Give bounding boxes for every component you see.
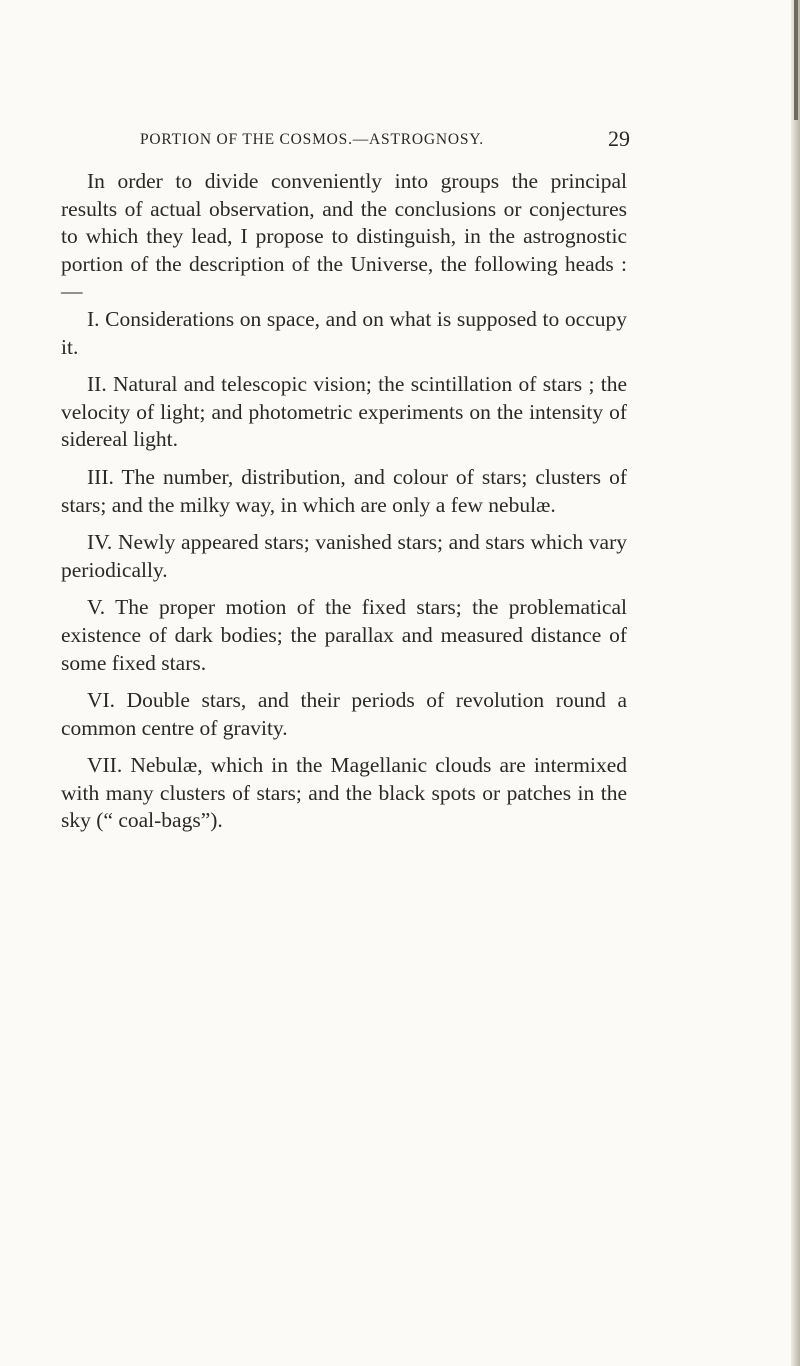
list-item-2: II. Natural and telescopic vision; the scintillation of stars ; the velocity of light; and photometric experiments on the intensity of sidereal light.	[61, 372, 627, 452]
list-item-5: V. The proper motion of the fixed stars; the problematical existence of dark bodies; the parallax and measured distance of some fixed stars.	[61, 595, 627, 675]
intro-paragraph: In order to divide conveniently into groups the principal results of actual observation, and the conclusions or conjectures to which they lead, I propose to distinguish, in the astrognostic portion of the description of the Universe, the following heads :—	[61, 169, 627, 304]
list-item-6: VI. Double stars, and their periods of revolution round a common centre of gravity.	[61, 688, 627, 740]
page-edge-shadow	[794, 0, 798, 120]
page-edge	[791, 0, 800, 1366]
list-item-4: IV. Newly appeared stars; vanished stars; and stars which vary periodically.	[61, 530, 627, 582]
running-head	[132, 126, 630, 154]
list-item-1: I. Considerations on space, and on what is supposed to occupy it.	[61, 306, 627, 359]
body-text	[61, 168, 627, 835]
running-title: PORTION OF THE COSMOS.—ASTROGNOSY.	[140, 131, 484, 148]
list-item-3: III. The number, distribution, and colour of stars; clusters of stars; and the milky way, in which are only a few nebulæ.	[61, 464, 627, 517]
page-number: 29	[608, 126, 630, 151]
list-item-7: VII. Nebulæ, which in the Magellanic clouds are intermixed with many clusters of stars; and the black spots or patches in the sky (“ coal-bags”).	[61, 753, 627, 833]
